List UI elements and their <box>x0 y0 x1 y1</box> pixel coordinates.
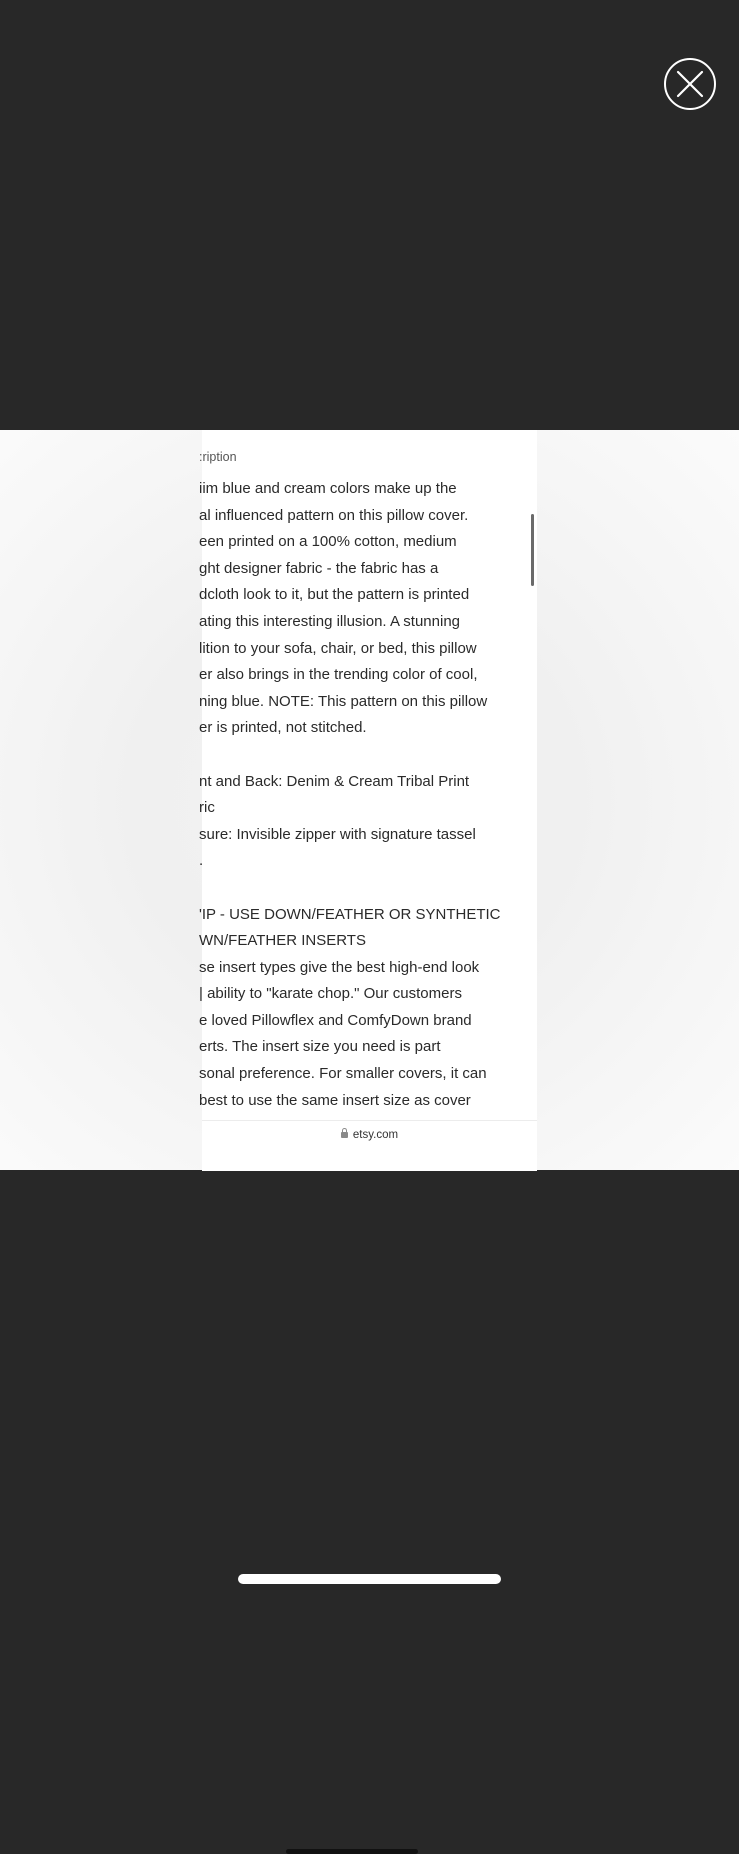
text-line: nt and Back: Denim & Cream Tribal Print <box>199 772 470 790</box>
text-line: ght designer fabric - the fabric has a <box>199 559 439 577</box>
text-line: al influenced pattern on this pillow cover. <box>199 506 469 524</box>
text-line: . <box>199 852 204 870</box>
inner-home-indicator <box>286 1849 418 1854</box>
text-line: se insert types give the best high-end look <box>199 958 480 976</box>
text-line: e loved Pillowflex and ComfyDown brand <box>199 1011 472 1029</box>
text-line: iim blue and cream colors make up the <box>199 480 457 497</box>
text-line: 'IP - USE DOWN/FEATHER OR SYNTHETIC <box>199 905 501 923</box>
scrollbar-thumb[interactable] <box>531 514 534 586</box>
text-line: best to use the same insert size as cover <box>199 1091 471 1109</box>
phone-page <box>199 430 537 1170</box>
lock-icon <box>341 1132 348 1138</box>
text-line: ning blue. NOTE: This pattern on this pillow <box>199 692 488 710</box>
text-line: lition to your sofa, chair, or bed, this pillow <box>199 639 477 657</box>
text-line: sure: Invisible zipper with signature tassel <box>199 825 476 843</box>
text-line: | ability to "karate chop." Our customers <box>199 985 462 1003</box>
blank-line <box>199 875 539 902</box>
browser-url-bar[interactable] <box>202 1120 537 1171</box>
home-indicator[interactable] <box>238 1574 501 1584</box>
close-button[interactable] <box>664 58 716 110</box>
text-line: er is printed, not stitched. <box>199 719 367 737</box>
text-line: WN/FEATHER INSERTS <box>199 932 366 950</box>
blank-line <box>199 742 539 769</box>
url-text: etsy.com <box>352 1129 399 1141</box>
text-line: ating this interesting illusion. A stunning <box>199 612 460 630</box>
text-line: sonal preference. For smaller covers, it can <box>199 1065 487 1083</box>
text-line: erts. The insert size you need is part <box>199 1038 441 1056</box>
description-heading: :ription <box>199 450 237 464</box>
close-x-icon <box>675 69 705 99</box>
text-line: dcloth look to it, but the pattern is printed <box>199 586 470 604</box>
screenshot-photo[interactable] <box>0 430 739 1170</box>
url-row <box>202 1129 537 1141</box>
description-text <box>199 476 539 1114</box>
text-line: er also brings in the trending color of cool, <box>199 666 478 684</box>
text-line: ric <box>199 799 215 817</box>
text-line: een printed on a 100% cotton, medium <box>199 533 457 551</box>
